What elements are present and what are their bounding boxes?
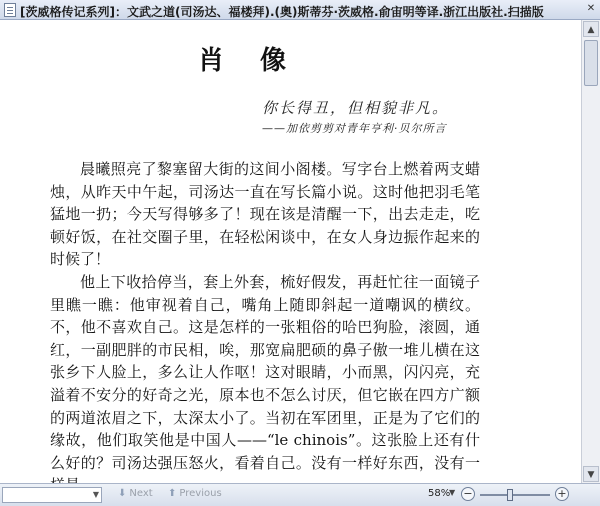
scrollbar-thumb[interactable] — [584, 40, 598, 86]
page-number-input[interactable] — [2, 487, 102, 503]
next-label: Next — [129, 488, 153, 499]
window-titlebar — [0, 0, 600, 20]
zoom-dropdown-icon[interactable]: ▼ — [449, 488, 456, 497]
zoom-minus-icon[interactable]: − — [461, 487, 475, 501]
chapter-title: 肖像 — [197, 46, 322, 76]
zoom-slider-track[interactable] — [480, 494, 550, 496]
previous-label: Previous — [179, 488, 222, 499]
previous-button[interactable] — [168, 488, 222, 499]
epigraph-source: ——加依剪剪对青年亨利·贝尔所言 — [262, 122, 447, 135]
vertical-scrollbar[interactable] — [581, 20, 600, 483]
zoom-plus-icon[interactable]: + — [555, 487, 569, 501]
scroll-up-icon[interactable]: ▲ — [583, 21, 599, 37]
close-icon[interactable]: ✕ — [586, 3, 596, 14]
statusbar — [0, 483, 600, 506]
zoom-level[interactable]: 58% — [428, 488, 451, 499]
zoom-slider-thumb[interactable] — [507, 489, 513, 501]
window-title: [茨威格传记系列]：文武之道(司汤达、福楼拜).(奥)斯蒂芬·茨威格.俞宙明等译.浙江出版社.扫描版 — [20, 5, 544, 19]
chevron-down-icon[interactable]: ▼ — [92, 490, 99, 499]
paragraph-2: 他上下收拾停当，套上外套，梳好假发，再赶忙往一面镜子里瞧一瞧：他审视着自己，嘴角上随即斜起一道嘲讽的横纹。不，他不喜欢自己。这是怎样的一张粗俗的哈巴狗脸，滚圆，通红，一副肥胖的市民相，唉，那宽扁肥硕的鼻子傲一堆儿横在这张乡下人脸上，多么让人作呕！这对眼睛，小而黑，闪闪亮，充溢着不安分的好奇之光，原本也不怎么讨厌，但它嵌在四方广额的两道浓眉之下，太深太小了。当初在军团里，正是为了它们的缘故，他们取笑他是中国人——“le chinois”。这张脸上还有什么好的？司汤达强压怒火，看着自己。没有一样好东西，没有一 — [50, 272, 480, 472]
document-page — [0, 20, 581, 483]
arrow-down-icon: ⬇ — [118, 488, 127, 499]
epigraph: 你长得丑，但相貌非凡。 — [262, 99, 450, 117]
paragraph-1: 晨曦照亮了黎塞留大街的这间小阁楼。写字台上燃着两支蜡烛，从昨天中午起，司汤达一直在写长篇小说。这时他把羽毛笔猛地一扔；今天写得够多了！现在该是清醒一下，出去走走，吃顿好饭，在社交圈子里，在轻松闲谈中，在女人身边振作起来的时候了！ — [50, 160, 480, 269]
scroll-down-icon[interactable]: ▼ — [583, 466, 599, 482]
body-text — [50, 158, 480, 497]
arrow-up-icon: ⬆ — [168, 488, 177, 499]
next-button[interactable] — [118, 488, 153, 499]
document-icon — [4, 3, 16, 17]
